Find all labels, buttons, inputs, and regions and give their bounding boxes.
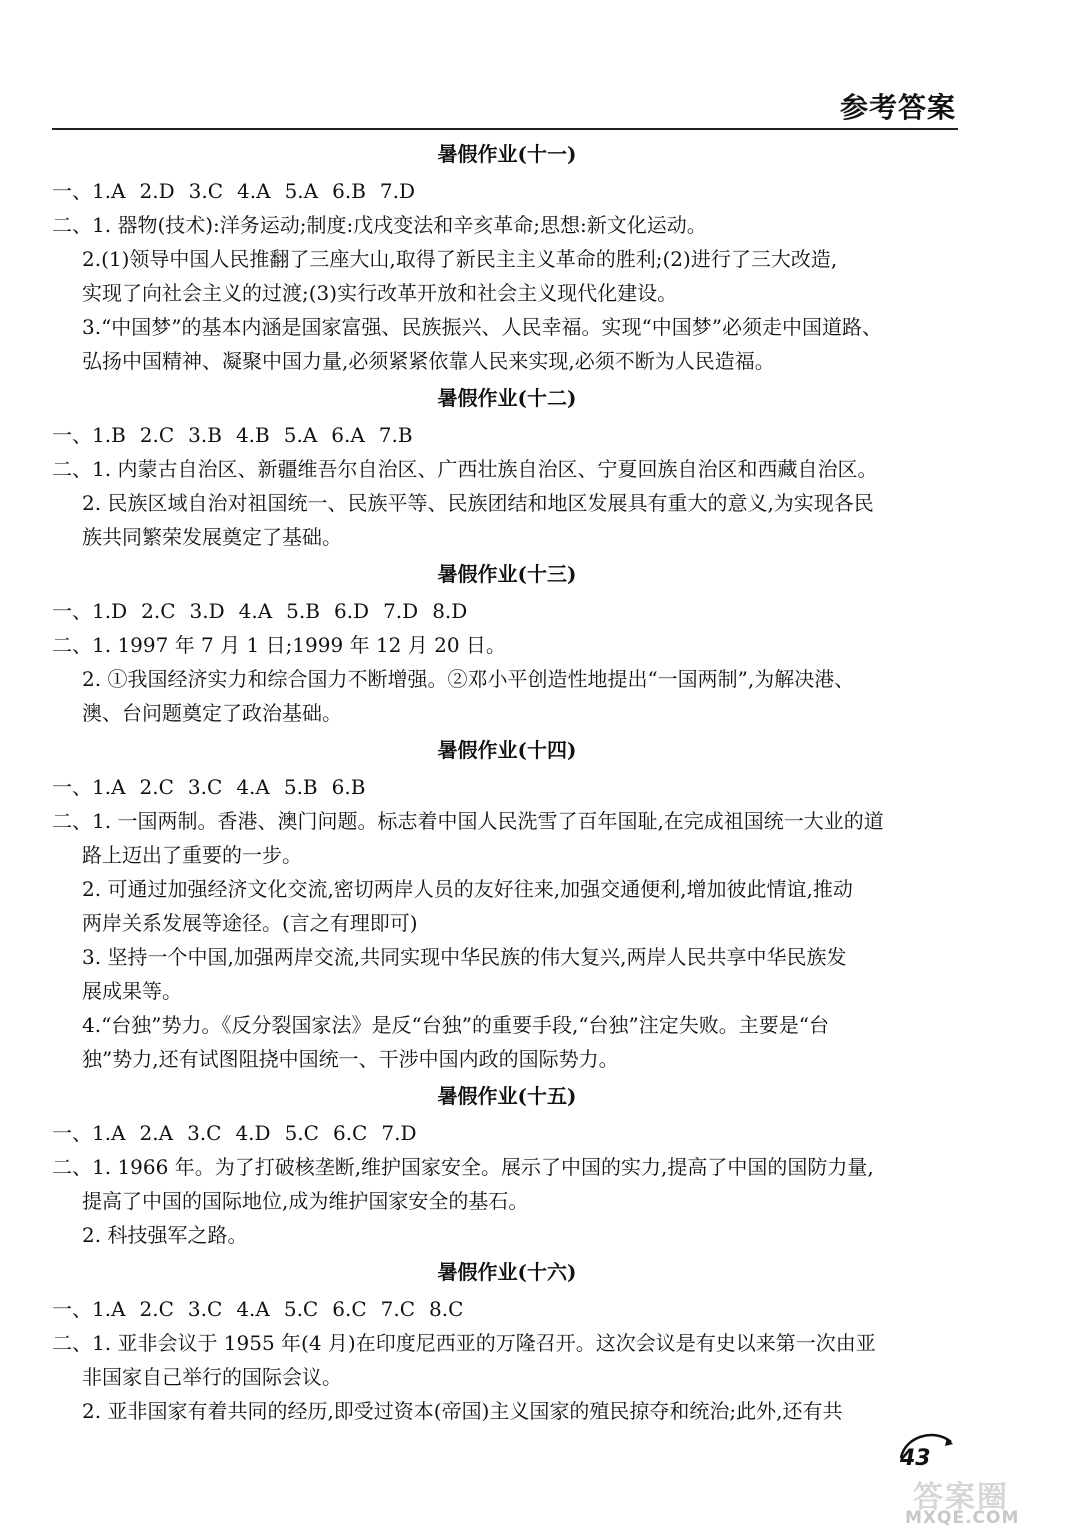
mc-answer: 6.C (332, 1121, 368, 1145)
mc-answer: 8.D (432, 599, 468, 623)
answer-line (52, 628, 962, 662)
answer-text: 3.“中国梦”的基本内涵是国家富强、民族振兴、人民幸福。实现“中国梦”必须走中国道路、 (82, 315, 882, 339)
section-title: 暑假作业(十六) (437, 1260, 577, 1284)
answer-line (52, 344, 962, 378)
mc-answer: 5.A (283, 423, 318, 447)
answer-text: 4.“台独”势力。《反分裂国家法》是反“台独”的重要手段,“台独”注定失败。主要是“台 (82, 1013, 830, 1037)
answer-content (52, 134, 962, 1428)
multiple-choice-row (52, 174, 962, 208)
mc-answer: 1.A (92, 1121, 126, 1145)
mc-answer: 6.B (331, 775, 366, 799)
mc-answer: 3.C (188, 179, 224, 203)
answer-prefix: 二、 (52, 809, 92, 833)
answer-prefix: 二、 (52, 633, 92, 657)
section-title: 暑假作业(十二) (437, 386, 577, 410)
answer-text: 2.(1)领导中国人民推翻了三座大山,取得了新民主主义革命的胜利;(2)进行了三大改造, (82, 247, 838, 271)
answer-text: 两岸关系发展等途径。(言之有理即可) (82, 911, 418, 935)
answer-line (52, 1150, 962, 1184)
answer-line (52, 486, 962, 520)
mc-prefix: 一、 (52, 599, 92, 623)
mc-answer: 1.B (92, 423, 126, 447)
answer-text: 1. 亚非会议于 1955 年(4 月)在印度尼西亚的万隆召开。这次会议是有史以来第一次由亚 (92, 1331, 876, 1355)
mc-answer: 7.B (378, 423, 413, 447)
mc-answer: 4.A (237, 179, 271, 203)
answer-line (52, 940, 962, 974)
answer-line (52, 1360, 962, 1394)
mc-answer: 2.C (139, 423, 175, 447)
mc-answer: 3.B (188, 423, 222, 447)
answer-line (52, 242, 962, 276)
answer-line (52, 520, 962, 554)
answer-prefix: 二、 (52, 1331, 92, 1355)
answer-line (52, 310, 962, 344)
answer-text: 1. 1966 年。为了打破核垄断,维护国家安全。展示了中国的实力,提高了中国的国防力量, (92, 1155, 874, 1179)
mc-answer: 7.D (383, 599, 419, 623)
mc-answer: 6.B (332, 179, 366, 203)
answer-line (52, 872, 962, 906)
mc-answer: 4.A (236, 775, 270, 799)
section-title: 暑假作业(十一) (437, 142, 577, 166)
mc-answer: 3.C (187, 1121, 222, 1145)
answer-text: 2. 亚非国家有着共同的经历,即受过资本(帝国)主义国家的殖民掠夺和统治;此外,还有共 (82, 1399, 843, 1423)
answer-line (52, 662, 962, 696)
multiple-choice-row (52, 418, 962, 452)
multiple-choice-row (52, 770, 962, 804)
answer-text: 展成果等。 (82, 979, 182, 1003)
answer-line (52, 1218, 962, 1252)
answer-text: 2. 民族区域自治对祖国统一、民族平等、民族团结和地区发展具有重大的意义,为实现各民 (82, 491, 874, 515)
answer-prefix: 二、 (52, 457, 92, 481)
answer-line (52, 838, 962, 872)
answer-text: 1. 器物(技术):洋务运动;制度:戊戌变法和辛亥革命;思想:新文化运动。 (92, 213, 707, 237)
answer-text: 3. 坚持一个中国,加强两岸交流,共同实现中华民族的伟大复兴,两岸人民共享中华民族发 (82, 945, 847, 969)
multiple-choice-row (52, 594, 962, 628)
mc-answer: 4.A (236, 1297, 270, 1321)
answer-line (52, 1326, 962, 1360)
mc-answer: 3.C (187, 775, 223, 799)
mc-answer: 3.C (187, 1297, 223, 1321)
answer-text: 2. 科技强军之路。 (82, 1223, 248, 1247)
answer-line (52, 452, 962, 486)
section-title: 暑假作业(十五) (437, 1084, 577, 1108)
mc-prefix: 一、 (52, 179, 92, 203)
answer-text: 1. 1997 年 7 月 1 日;1999 年 12 月 20 日。 (92, 633, 506, 657)
answer-line (52, 1184, 962, 1218)
mc-answer: 1.A (92, 1297, 126, 1321)
mc-answer: 1.D (92, 599, 128, 623)
mc-answer: 6.C (332, 1297, 367, 1321)
watermark-logo-text: 答案圈 (913, 1480, 1009, 1515)
mc-answer: 8.C (429, 1297, 464, 1321)
answer-text: 弘扬中国精神、凝聚中国力量,必须紧紧依靠人民来实现,必须不断为人民造福。 (82, 349, 775, 373)
answer-text: 路上迈出了重要的一步。 (82, 843, 302, 867)
header-title: 参考答案 (839, 91, 956, 124)
answer-text: 独”势力,还有试图阻挠中国统一、干涉中国内政的国际势力。 (82, 1047, 619, 1071)
answer-text: 实现了向社会主义的过渡;(3)实行改革开放和社会主义现代化建设。 (82, 281, 678, 305)
mc-answer: 7.D (379, 179, 416, 203)
mc-prefix: 一、 (52, 1121, 92, 1145)
answer-text: 1. 一国两制。香港、澳门问题。标志着中国人民洗雪了百年国耻,在完成祖国统一大业的道 (92, 809, 884, 833)
mc-answer: 5.B (286, 599, 320, 623)
answer-line (52, 974, 962, 1008)
answer-line (52, 1042, 962, 1076)
mc-answer: 3.D (189, 599, 225, 623)
page-number: 43 (900, 1446, 931, 1471)
mc-answer: 2.C (141, 599, 176, 623)
answer-text: 族共同繁荣发展奠定了基础。 (82, 525, 342, 549)
answer-text: 2. 可通过加强经济文化交流,密切两岸人员的友好往来,加强交通便利,增加彼此情谊,推动 (82, 877, 853, 901)
answer-text: 非国家自己举行的国际会议。 (82, 1365, 342, 1389)
answer-prefix: 二、 (52, 1155, 92, 1179)
mc-answer: 1.A (92, 179, 126, 203)
watermark-url: MXQE.COM (905, 1508, 1020, 1528)
mc-answer: 4.B (235, 423, 270, 447)
answer-line (52, 696, 962, 730)
answer-text: 1. 内蒙古自治区、新疆维吾尔自治区、广西壮族自治区、宁夏回族自治区和西藏自治区。 (92, 457, 878, 481)
mc-answer: 5.A (284, 179, 319, 203)
section-title: 暑假作业(十三) (437, 562, 577, 586)
mc-answer: 1.A (92, 775, 126, 799)
mc-answer: 2.D (139, 179, 175, 203)
mc-answer: 2.C (139, 1297, 174, 1321)
answer-line (52, 906, 962, 940)
mc-prefix: 一、 (52, 1297, 92, 1321)
mc-prefix: 一、 (52, 775, 92, 799)
answer-line (52, 1394, 962, 1428)
answer-line (52, 1008, 962, 1042)
mc-answer: 4.A (238, 599, 273, 623)
answer-text: 澳、台问题奠定了政治基础。 (82, 701, 342, 725)
mc-answer: 5.C (284, 1121, 319, 1145)
mc-answer: 5.B (283, 775, 318, 799)
mc-answer: 6.A (331, 423, 365, 447)
page-header (52, 84, 958, 130)
multiple-choice-row (52, 1292, 962, 1326)
watermark (905, 1470, 1055, 1530)
answer-line (52, 208, 962, 242)
answer-text: 提高了中国的国际地位,成为维护国家安全的基石。 (82, 1189, 529, 1213)
answer-line (52, 804, 962, 838)
mc-answer: 2.A (139, 1121, 174, 1145)
mc-answer: 7.D (381, 1121, 417, 1145)
mc-prefix: 一、 (52, 423, 92, 447)
answer-text: 2. ①我国经济实力和综合国力不断增强。②邓小平创造性地提出“一国两制”,为解决港、 (82, 667, 855, 691)
answer-line (52, 276, 962, 310)
mc-answer: 5.C (283, 1297, 319, 1321)
answer-prefix: 二、 (52, 213, 92, 237)
mc-answer: 6.D (333, 599, 370, 623)
section-title: 暑假作业(十四) (437, 738, 577, 762)
mc-answer: 7.C (380, 1297, 416, 1321)
multiple-choice-row (52, 1116, 962, 1150)
mc-answer: 4.D (235, 1121, 271, 1145)
mc-answer: 2.C (139, 775, 174, 799)
